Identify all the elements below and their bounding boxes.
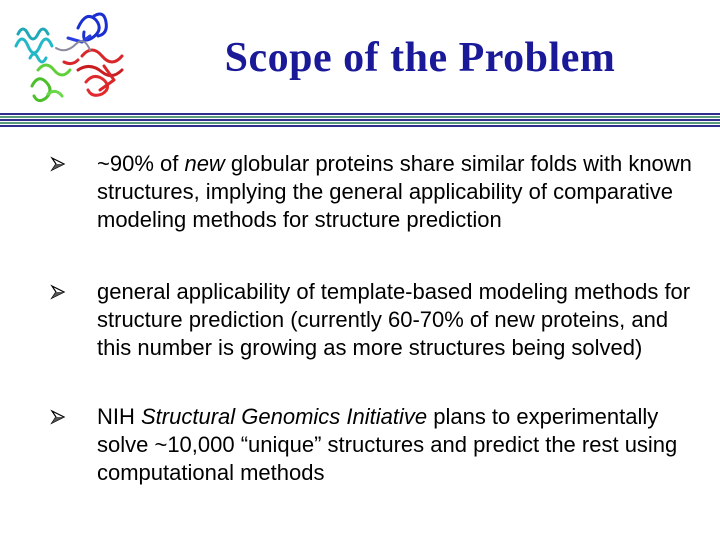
bullet-text-italic: Structural Genomics Initiative [141,404,428,429]
protein-structure-logo [8,8,134,108]
arrowhead-bullet-icon [50,409,66,425]
title-divider [0,113,720,127]
arrowhead-bullet-icon [50,284,66,300]
page-title: Scope of the Problem [224,35,616,81]
bullet-text-part: NIH [97,404,141,429]
bullet-text [97,403,697,487]
bullet-text-part: general applicability of template-based modeling methods for structure prediction (currently 60-70% of new proteins, and this number is growing as more structures being solved) [97,279,691,360]
divider-line [0,116,720,118]
divider-line [0,122,720,124]
divider-line [0,119,720,121]
divider-line [0,125,720,127]
bullet-text-part: ~90% of [97,151,185,176]
bullet-text [97,150,697,234]
arrowhead-bullet-icon [50,156,66,172]
bullet-text-part: globular proteins share similar folds with known structures, implying the general applicability of comparative modeling methods for structure prediction [97,151,692,232]
bullet-text-italic: new [184,151,225,176]
bullet-text [97,278,697,362]
bullet-text-part: plans to experimentally solve ~10,000 “unique” structures and predict the rest using computational methods [97,404,678,485]
divider-line [0,113,720,115]
